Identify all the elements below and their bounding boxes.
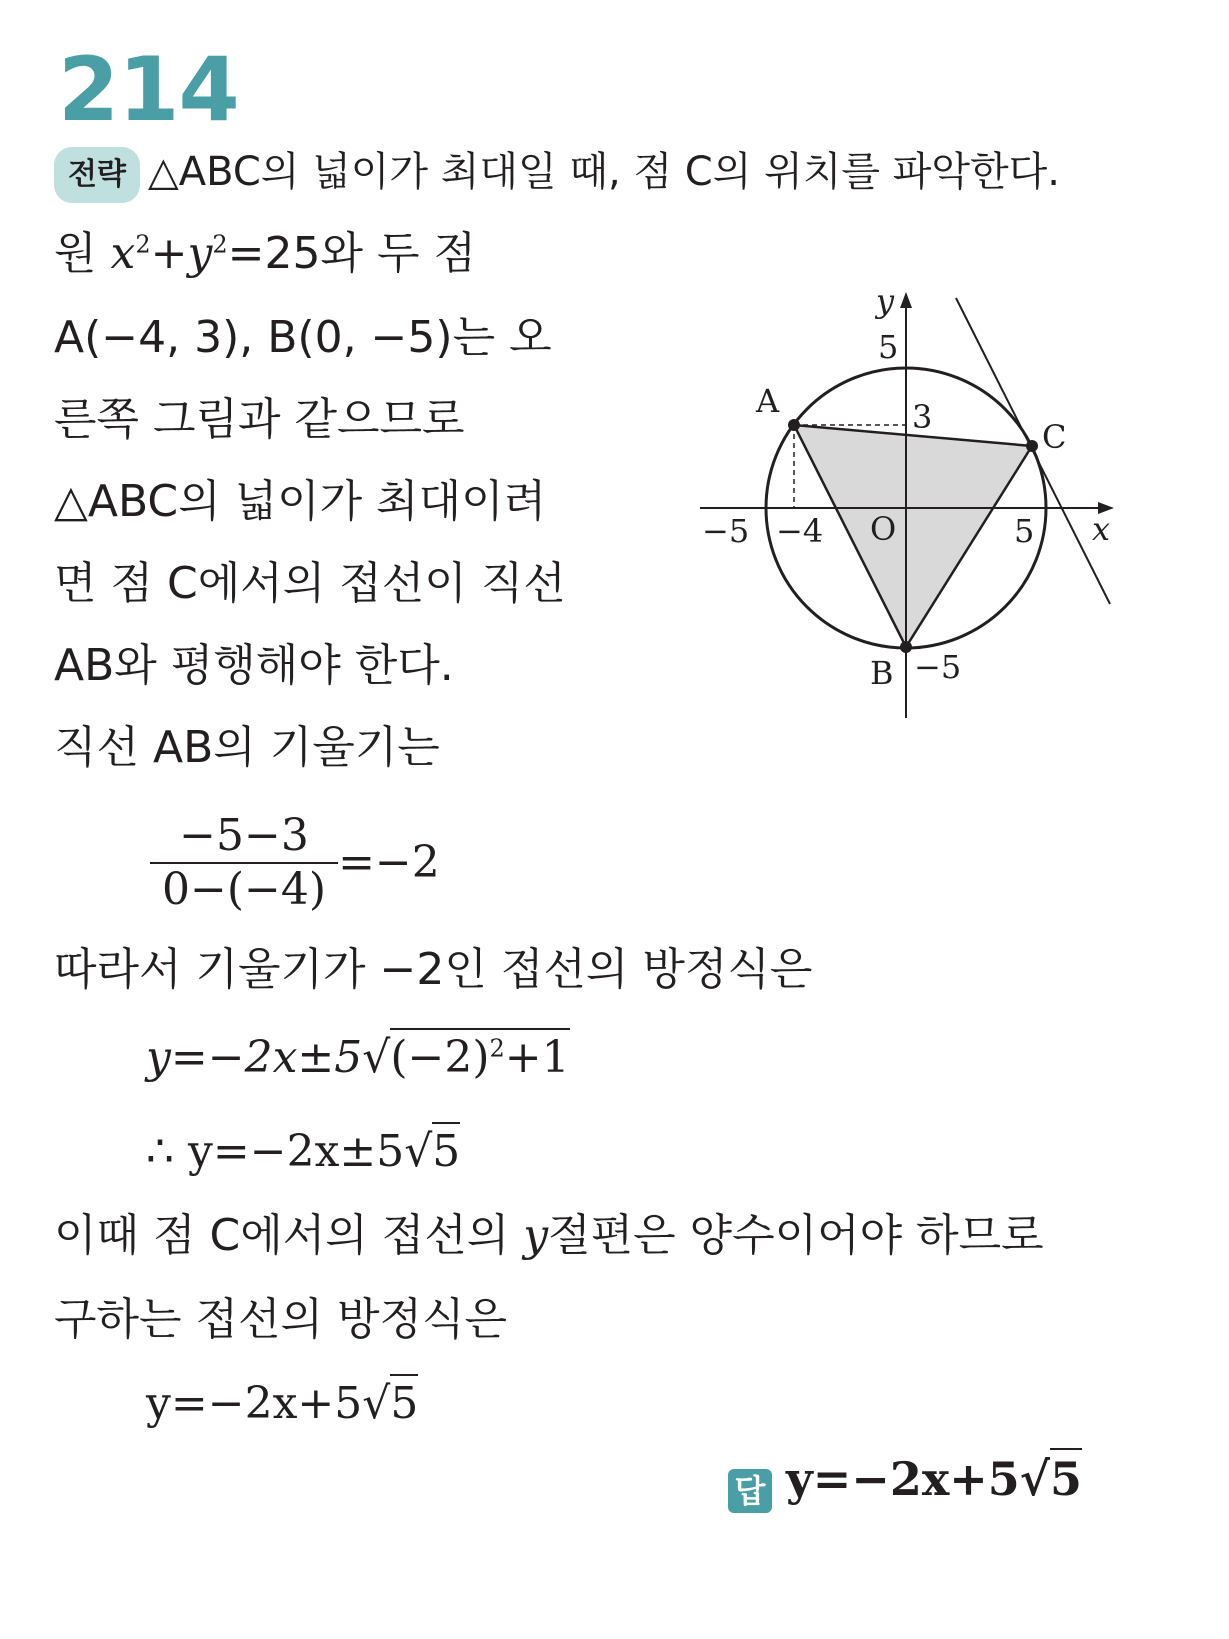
slope-fraction [150, 810, 440, 916]
solution-line-9: 이때 점 C에서의 접선의 y절편은 양수이어야 하므로 [54, 1210, 1044, 1261]
tangent-equation-2: ∴ y=−2x±5√5 [146, 1126, 460, 1178]
tick-x-neg4: −4 [776, 512, 824, 550]
solution-line-5: 면 점 C에서의 접선이 직선 [54, 558, 566, 609]
solution-line-6: AB와 평행해야 한다. [54, 640, 454, 691]
answer-line [728, 1452, 1082, 1513]
fraction-denominator: 0−(−4) [162, 864, 327, 915]
circle-diagram [690, 288, 1130, 728]
point-c [1026, 440, 1038, 452]
tick-y-3: 3 [912, 398, 933, 436]
tick-x-neg5: −5 [702, 512, 750, 550]
tangent-equation-1: $y=-2x\pm 5√(-2)^2+1$ [146, 1032, 570, 1084]
origin-label: O [870, 510, 897, 548]
solution-line-7: 직선 AB의 기울기는 [54, 722, 440, 773]
strategy-text: △ABC의 넓이가 최대일 때, 점 C의 위치를 파악한다. [147, 149, 1061, 195]
tangent-equation-final: y=−2x+5√5 [146, 1378, 418, 1430]
strategy-line [54, 146, 1060, 203]
answer-text: y=−2x+5√5 [786, 1448, 1082, 1506]
label-a: A [756, 382, 780, 420]
fraction-numerator: −5−3 [150, 810, 338, 864]
tick-y-5: 5 [878, 328, 899, 366]
solution-line-2: A(−4, 3), B(0, −5)는 오 [54, 312, 552, 363]
tick-y-neg5: −5 [914, 648, 962, 686]
strategy-badge: 전략 [54, 147, 140, 203]
y-axis-label: y [876, 288, 895, 320]
solution-line-1: 원 $x^2+y^2=25$와 두 점 [54, 228, 476, 279]
x-axis-label: x [1092, 510, 1111, 548]
solution-line-10: 구하는 접선의 방정식은 [54, 1294, 508, 1345]
tick-x-5: 5 [1014, 512, 1035, 550]
point-a [788, 419, 800, 431]
point-b [900, 641, 912, 653]
answer-badge: 답 [728, 1469, 772, 1513]
solution-line-8: 따라서 기울기가 −2인 접선의 방정식은 [54, 944, 813, 995]
solution-line-3: 른쪽 그림과 같으므로 [54, 394, 465, 445]
label-b: B [870, 654, 894, 692]
y-axis-arrow [900, 292, 912, 308]
problem-number: 214 [58, 38, 239, 141]
label-c: C [1042, 418, 1067, 456]
fraction-result: =−2 [338, 837, 440, 888]
solution-line-4: △ABC의 넓이가 최대이려 [54, 476, 547, 527]
